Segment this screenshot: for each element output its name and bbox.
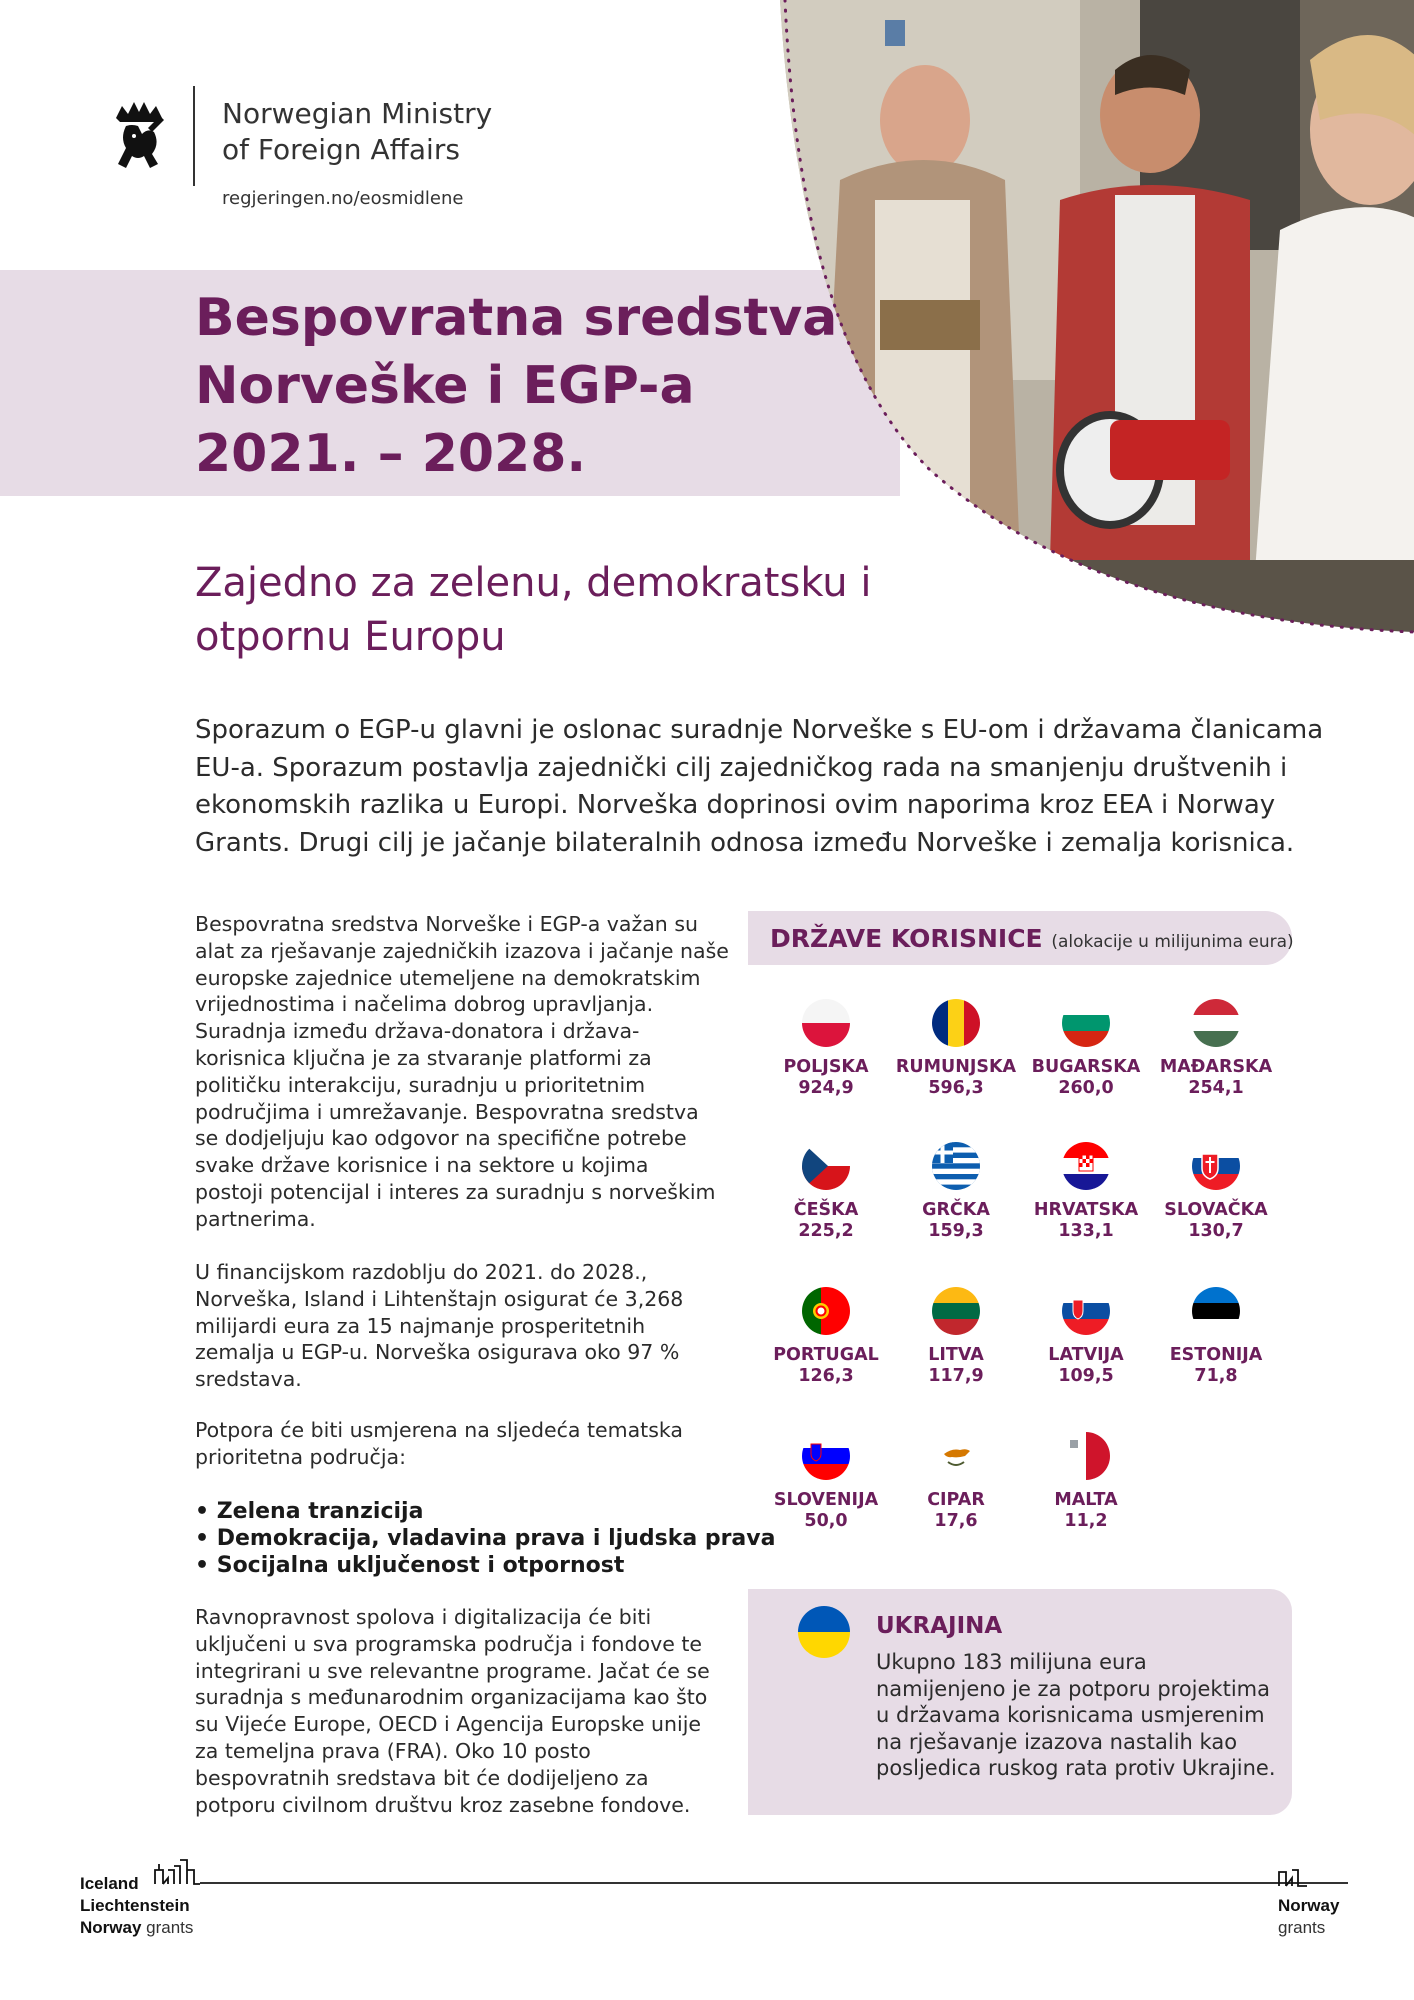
body-paragraph-3 (195, 1417, 735, 1471)
footer-line (200, 1882, 1348, 1884)
country-name: LATVIJA (1048, 1345, 1124, 1365)
subtitle-line-2: otpornu Europu (195, 614, 506, 660)
country-latvia (1021, 1287, 1151, 1387)
country-value: 130,7 (1188, 1221, 1244, 1241)
intro-line: Sporazum o EGP-u glavni je oslonac suradnje Norveške s EU-om i državama članicama (195, 715, 1324, 745)
country-name: RUMUNJSKA (895, 1057, 1017, 1077)
country-value: 254,1 (1188, 1078, 1244, 1098)
country-bulgaria (1021, 999, 1151, 1099)
text-line: vrijednostima i načelima dobrog upravljanja. (195, 992, 654, 1017)
country-value: 117,9 (928, 1366, 984, 1386)
ministry-line-2: of Foreign Affairs (222, 133, 460, 166)
country-name: POLJSKA (783, 1057, 869, 1077)
priority-item: • Demokracija, vladavina prava i ljudska prava (195, 1526, 776, 1551)
country-value: 133,1 (1058, 1221, 1114, 1241)
text-line: europske zajednice utemeljene na demokratskim (195, 965, 701, 990)
ukraine-title: UKRAJINA (876, 1613, 1003, 1639)
cyprus-flag-icon (932, 1432, 980, 1480)
text-line: Norveška, Island i Lihtenštajn osigurat će 3,268 (195, 1286, 684, 1311)
header-divider (193, 86, 195, 186)
text-line: U financijskom razdoblju do 2021. do 2028., (195, 1260, 648, 1284)
title-line-3: 2021. – 2028. (195, 424, 587, 484)
country-value: 50,0 (804, 1511, 848, 1531)
country-croatia (1021, 1142, 1151, 1242)
logo-norway: Norway (80, 1918, 142, 1937)
country-name: SLOVENIJA (773, 1490, 879, 1510)
country-value: 225,2 (798, 1221, 854, 1241)
priority-item: • Zelena tranzicija (195, 1499, 424, 1524)
country-value: 109,5 (1058, 1366, 1114, 1386)
text-line: zemalja u EGP-u. Norveška osigurava oko 97 % (195, 1340, 680, 1365)
country-romania (891, 999, 1021, 1099)
text-line: suradnja s međunarodnim organizacijama kao što (195, 1685, 708, 1710)
norway-grants-logo (1278, 1895, 1339, 1939)
ministry-line-1: Norwegian Ministry (222, 97, 493, 130)
text-line: partnerima. (195, 1206, 316, 1231)
country-name: CIPAR (927, 1490, 985, 1510)
body-paragraph-4 (195, 1604, 735, 1818)
page-title (195, 284, 837, 488)
country-name: ČEŠKA (793, 1200, 859, 1220)
country-slovenia (761, 1432, 891, 1532)
text-line: Suradnja između država-donatora i država- (195, 1019, 640, 1044)
logo-liechtenstein: Liechtenstein (80, 1896, 190, 1915)
website-link[interactable]: regjeringen.no/eosmidlene (222, 188, 464, 209)
subtitle-line-1: Zajedno za zelenu, demokratsku i (195, 560, 872, 606)
text-line: milijardi eura za 15 najmanje prosperitetnih (195, 1313, 646, 1338)
text-line: Potpora će biti usmjerena na sljedeća tematska (195, 1418, 683, 1442)
norway-coat-of-arms-icon (108, 98, 170, 172)
country-lithuania (891, 1287, 1021, 1387)
croatia-flag-icon (1062, 1142, 1110, 1190)
intro-paragraph (195, 712, 1323, 862)
text-line: Ukupno 183 milijuna eura (876, 1650, 1147, 1674)
text-line: alat za rješavanje zajedničkih izazova i jačanje naše (195, 938, 729, 963)
country-greece (891, 1142, 1021, 1242)
text-line: posljedica ruskog rata protiv Ukrajine. (876, 1756, 1276, 1780)
text-line: Ravnopravnost spolova i digitalizacija će biti (195, 1605, 652, 1629)
country-value: 126,3 (798, 1366, 854, 1386)
country-hungary (1151, 999, 1281, 1099)
norway-grants-skyline-icon (1278, 1866, 1308, 1888)
romania-flag-icon (932, 999, 980, 1047)
text-line: političku interakciju, suradnju u prioritetnim (195, 1072, 646, 1097)
countries-title-text: DRŽAVE KORISNICE (770, 924, 1043, 953)
country-name: LITVA (928, 1345, 984, 1365)
body-paragraph-2 (195, 1259, 735, 1393)
slovakia-flag-icon (1192, 1142, 1240, 1190)
text-line: u državama korisnicama usmjerenim (876, 1703, 1265, 1727)
country-value: 17,6 (934, 1511, 978, 1531)
latvia-flag-icon (1062, 1287, 1110, 1335)
slovenia-flag-icon (802, 1432, 850, 1480)
text-line: potporu civilnom društvu kroz zasebne fondove. (195, 1792, 691, 1817)
country-value: 71,8 (1194, 1366, 1238, 1386)
priority-item: • Socijalna uključenost i otpornost (195, 1553, 625, 1578)
country-name: MAĐARSKA (1159, 1057, 1273, 1077)
country-slovakia (1151, 1142, 1281, 1242)
estonia-flag-icon (1192, 1287, 1240, 1335)
lithuania-flag-icon (932, 1287, 980, 1335)
intro-line: EU-a. Sporazum postavlja zajednički cilj zajedničkog rada na smanjenju društvenih i (195, 752, 1288, 783)
country-name: ESTONIJA (1169, 1345, 1263, 1365)
text-line: svake države korisnice i na sektore u kojima (195, 1153, 649, 1178)
country-name: PORTUGAL (773, 1345, 879, 1365)
text-line: Bespovratna sredstva Norveške i EGP-a važan su (195, 912, 698, 936)
text-line: na rješavanje izazova nastalih kao (876, 1729, 1238, 1754)
country-name: HRVATSKA (1033, 1200, 1139, 1220)
priority-list (195, 1498, 776, 1579)
poland-flag-icon (802, 999, 850, 1047)
text-line: za temeljna prava (FRA). Oko 10 posto (195, 1738, 591, 1763)
country-value: 260,0 (1058, 1078, 1114, 1098)
country-value: 11,2 (1064, 1511, 1108, 1531)
intro-line: ekonomskih razlika u Europi. Norveška doprinosi ovim naporima kroz EEA i Norway (195, 790, 1276, 820)
text-line: se dodjeljuju kao odgovor na specifične potrebe (195, 1126, 687, 1151)
text-line: su Vijeće Europe, OECD i Agencija Europske unije (195, 1712, 702, 1737)
country-estonia (1151, 1287, 1281, 1387)
header-photo (780, 0, 1414, 640)
text-line: korisnica ključna je za stvaranje platformi za (195, 1045, 652, 1070)
portugal-flag-icon (802, 1287, 850, 1335)
title-line-1: Bespovratna sredstva (195, 288, 838, 348)
body-paragraph-1 (195, 911, 735, 1233)
text-line: namijenjeno je za potporu projektima (876, 1676, 1270, 1701)
country-name: BUGARSKA (1031, 1057, 1141, 1077)
country-cyprus (891, 1432, 1021, 1532)
logo-grants-right: grants (1278, 1918, 1326, 1937)
text-line: sredstava. (195, 1367, 302, 1392)
country-czechia (761, 1142, 891, 1242)
logo-iceland: Iceland (80, 1874, 139, 1893)
text-line: područjima i umrežavanje. Bespovratna sredstva (195, 1099, 699, 1124)
country-malta (1021, 1432, 1151, 1532)
czechia-flag-icon (802, 1142, 850, 1190)
text-line: prioritetna područja: (195, 1444, 406, 1469)
countries-title (770, 924, 1294, 953)
country-value: 924,9 (798, 1078, 854, 1098)
text-line: postoji potencijal i interes za suradnju s norveškim (195, 1179, 716, 1204)
ukraine-flag-icon (798, 1606, 850, 1658)
countries-title-subtitle: (alokacije u milijunima eura) (1051, 932, 1294, 952)
country-value: 159,3 (928, 1221, 984, 1241)
country-name: MALTA (1054, 1490, 1118, 1510)
logo-grants: grants (146, 1918, 194, 1937)
ukraine-text (876, 1649, 1276, 1782)
subtitle (195, 556, 871, 664)
country-poland (761, 999, 891, 1099)
country-portugal (761, 1287, 891, 1387)
text-line: integrirani u sve relevantne programe. Jačat će se (195, 1658, 710, 1683)
logo-norway-right: Norway (1278, 1896, 1340, 1915)
eea-grants-logo (80, 1873, 193, 1939)
text-line: uključeni u sva programska područja i fondove te (195, 1631, 702, 1656)
country-name: SLOVAČKA (1164, 1200, 1268, 1220)
hungary-flag-icon (1192, 999, 1240, 1047)
malta-flag-icon (1062, 1432, 1110, 1480)
intro-line: Grants. Drugi cilj je jačanje bilateralnih odnosa između Norveške i zemalja korisnica. (195, 827, 1295, 858)
text-line: bespovratnih sredstava bit će dodijeljeno za (195, 1765, 649, 1790)
bulgaria-flag-icon (1062, 999, 1110, 1047)
country-value: 596,3 (928, 1078, 984, 1098)
ministry-name (222, 96, 492, 168)
country-name: GRČKA (922, 1200, 990, 1220)
title-line-2: Norveške i EGP-a (195, 356, 695, 416)
greece-flag-icon (932, 1142, 980, 1190)
